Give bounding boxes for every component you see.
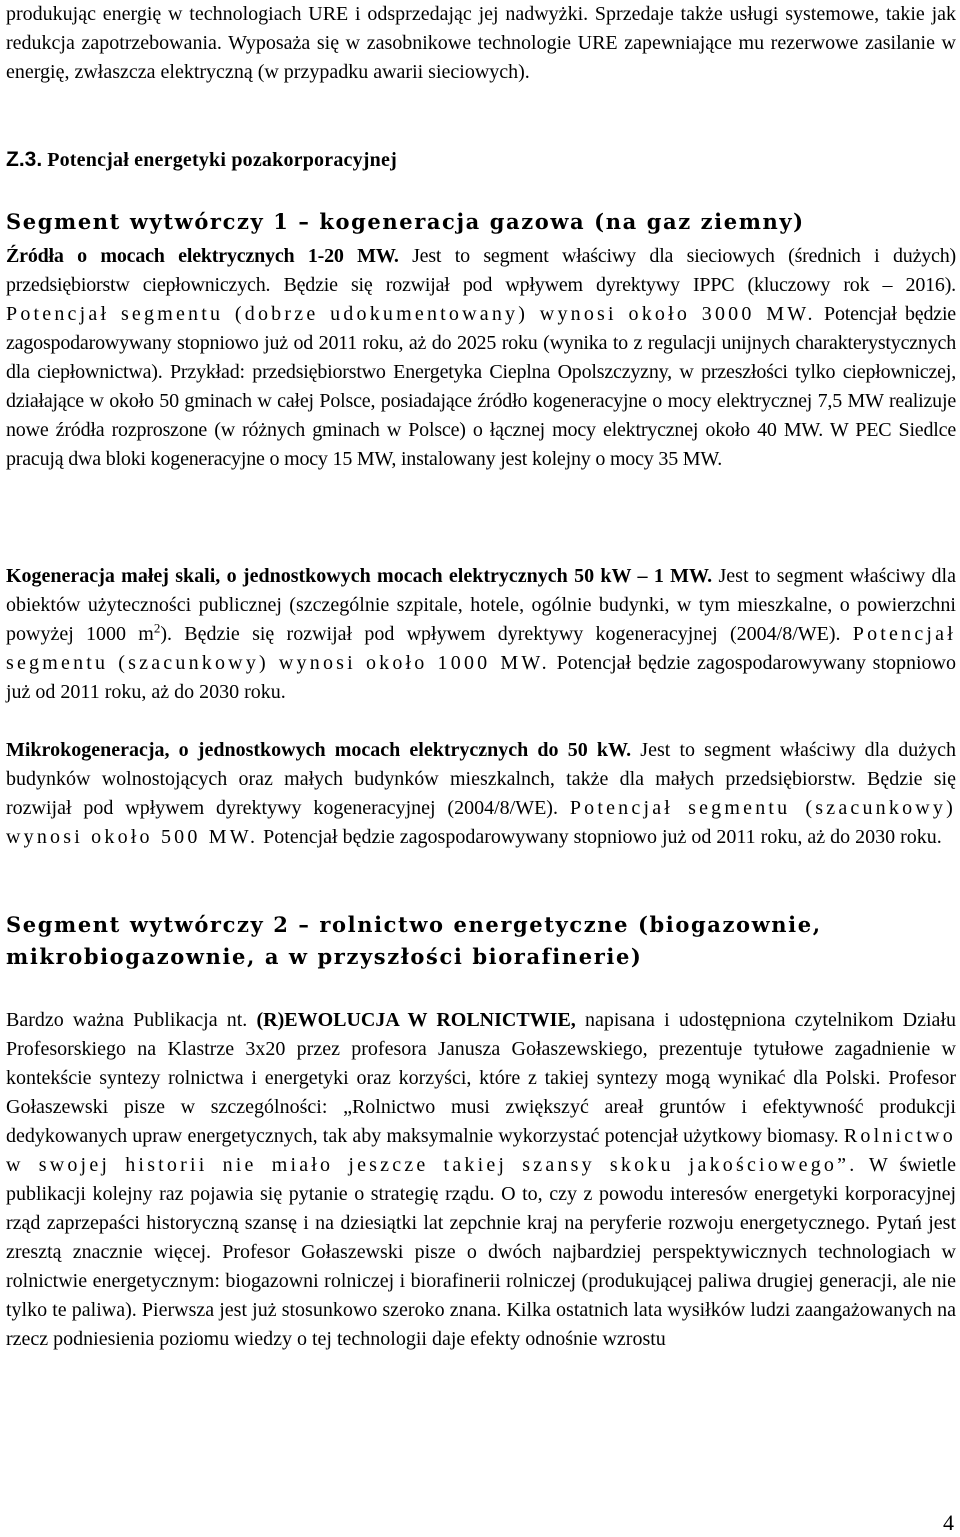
segment1-subheading: Źródła o mocach elektrycznych 1-20 MW. bbox=[6, 245, 399, 267]
section-heading bbox=[6, 145, 956, 175]
intro-block bbox=[6, 0, 956, 87]
page-number: 4 bbox=[943, 1510, 954, 1535]
segment1-p2-potential: Potencjał segmentu (szacunkowy) wynosi około 1000 MW. bbox=[6, 623, 956, 674]
segment1-heading-block bbox=[6, 206, 956, 238]
segment2-p-block bbox=[6, 1006, 956, 1354]
segment2-p-c: W świetle publikacji kolejny raz pojawia się pytanie o strategię rządu. O to, czy z powodu interesów energetyki korporacyjnej rząd zaprzepaści historyczną szansę i na dziesiątki lat zepchnie kraj na peryferie rozwoju energetycznego. Pytań jest zresztą znacznie więcej. Profesor Gołaszewski pisze o dwóch najbardziej perspektywicznych technologiach w rolnictwie energetycznym: biogazowni rolniczej i biorafinerii rolniczej (produkującej paliwa drugiej generacji, ale nie tylko te paliwa). Pierwsza jest już stosunkowo szeroko znana. Kilka ostatnich lata wysiłków ludzi zaangażowanych na rzecz podniesienia poziomu wiedzy o tej technologii daje efekty odnośnie wzrostu bbox=[6, 1154, 956, 1350]
segment1-p1-block bbox=[6, 242, 956, 474]
segment2-p-a: Bardzo ważna Publikacja nt. bbox=[6, 1009, 257, 1031]
segment1-paragraph-1 bbox=[6, 242, 956, 474]
segment2-heading bbox=[6, 909, 956, 973]
segment2-p-publication: (R)EWOLUCJA W ROLNICTWIE, bbox=[256, 1009, 576, 1031]
segment1-p3-potential: Potencjał segmentu (szacunkowy) wynosi około 500 MW. bbox=[6, 797, 956, 848]
segment1-heading bbox=[6, 206, 956, 238]
segment1-p2-block bbox=[6, 562, 956, 707]
intro-paragraph: produkując energię w technologiach URE i odsprzedając jej nadwyżki. Sprzedaje także usługi systemowe, takie jak redukcja zapotrzebowania. Wyposaża się w zasobnikowe technologie URE zapewniające mu rezerwowe zasilanie w energię, zwłaszcza elektryczną (w przypadku awarii sieciowych). bbox=[6, 3, 956, 83]
segment1-heading-text: Segment wytwórczy 1 – kogeneracja gazowa (na gaz ziemny) bbox=[6, 209, 805, 234]
segment2-heading-line2: mikrobiogazownie, a w przyszłości biorafinerie) bbox=[6, 944, 643, 969]
segment1-p1-b: Potencjał będzie zagospodarowywany stopniowo już od 2011 roku, aż do 2025 roku (wynika to z regulacji unijnych charakterystycznych dla ciepłownictwa). Przykład: przedsiębiorstwo Energetyka Cieplna Opolszczyzny, w przeszłości tylko ciepłowniczej, działające w około 50 gminach w całej Polsce, posiadające źródło kogeneracyjne o mocy elektrycznej 7,5 MW realizuje nowe źródła rozproszone (w różnych gminach w Polsce) o łącznej mocy elektrycznej około 40 MW. W PEC Siedlce pracują dwa bloki kogeneracyjne o mocy 15 MW, instalowany jest kolejny o mocy 35 MW. bbox=[6, 303, 956, 470]
segment1-p1-a: Jest to segment właściwy dla sieciowych (średnich i dużych) przedsiębiorstw ciepłowniczych. Będzie się rozwijał pod wpływem dyrektywy IPPC (kluczowy rok – 2016). bbox=[6, 245, 956, 296]
segment1-p1-potential: Potencjał segmentu (dobrze udokumentowany) wynosi około 3000 MW. bbox=[6, 303, 816, 325]
segment1-p3-block bbox=[6, 736, 956, 852]
segment1-p2-heading: Kogeneracja małej skali, o jednostkowych mocach elektrycznych 50 kW – 1 MW. bbox=[6, 565, 713, 587]
segment2-p-quote: Rolnictwo w swojej historii nie miało jeszcze takiej szansy skoku jakościowego”. bbox=[6, 1125, 956, 1176]
section-title: Potencjał energetyki pozakorporacyjnej bbox=[47, 149, 397, 171]
segment1-p3-b: Potencjał będzie zagospodarowywany stopniowo już od 2011 roku, aż do 2030 roku. bbox=[258, 826, 942, 848]
segment1-paragraph-2 bbox=[6, 562, 956, 707]
segment1-p2-b: ). Będzie się rozwijał pod wpływem dyrektywy kogeneracyjnej (2004/8/WE). bbox=[160, 623, 853, 645]
section-heading-block bbox=[6, 145, 956, 175]
segment2-p-b: napisana i udostępniona czytelnikom Działu Profesorskiego na Klastrze 3x20 przez profesora Janusza Gołaszewskiego, prezentuje tytułowe zagadnienie w kontekście syntezy rolnictwa i energetyki oraz korzyści, które z takiej syntezy mogą wynikać dla Polski. Profesor Gołaszewski pisze w szczególności: „Rolnictwo musi zwiększyć areał gruntów i efektywność produkcji dedykowanych upraw energetycznych, tak aby maksymalnie wykorzystać potencjał użytkowy biomasy. bbox=[6, 1009, 956, 1147]
section-number: Z.3. bbox=[6, 148, 43, 171]
segment1-p2-c: Potencjał będzie zagospodarowywany stopniowo już od 2011 roku, aż do 2030 roku. bbox=[6, 652, 956, 703]
segment2-heading-block bbox=[6, 909, 956, 973]
segment1-p3-a: Jest to segment właściwy dla dużych budynków wolnostojących oraz małych budynków mieszkalnch, także dla małych przedsiębiorstw. Będzie się rozwijał pod wpływem dyrektywy kogeneracyjnej (2004/8/WE). bbox=[6, 739, 957, 819]
segment2-paragraph bbox=[6, 1006, 956, 1354]
segment2-heading-line1: Segment wytwórczy 2 – rolnictwo energetyczne (biogazownie, bbox=[6, 912, 822, 937]
segment1-p2-a: Jest to segment właściwy dla obiektów użyteczności publicznej (szczególnie szpitale, hotele, ogólnie budynki, w tym mieszkalne, o powierzchni powyżej 1000 m bbox=[6, 565, 956, 645]
segment1-p2-sup: 2 bbox=[153, 620, 161, 636]
segment1-p3-heading: Mikrokogeneracja, o jednostkowych mocach elektrycznych do 50 kW. bbox=[6, 739, 632, 761]
segment1-paragraph-3 bbox=[6, 736, 956, 852]
